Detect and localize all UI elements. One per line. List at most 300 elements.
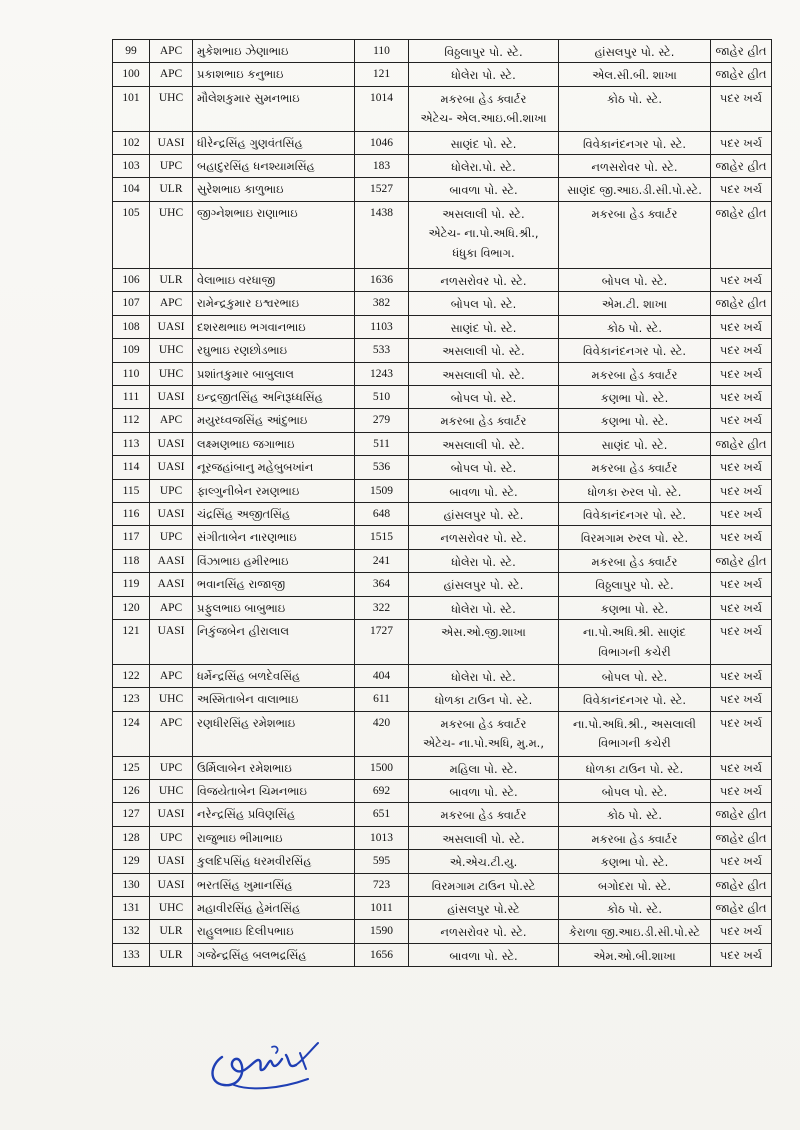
table-row <box>113 339 772 362</box>
to-station-cell <box>559 479 711 502</box>
from-station-cell <box>409 873 559 896</box>
to-station-line: વિવેકાનંદનગર પો. સ્ટે. <box>582 344 687 359</box>
table-row <box>113 688 772 711</box>
buckle-number-cell: 183 <box>355 155 409 178</box>
buckle-number-cell: 382 <box>355 292 409 315</box>
to-station-cell <box>559 63 711 86</box>
to-station-line: ના.પો.અધિ.શ્રી., અસલાલી <box>573 716 696 731</box>
from-station-line: હાંસલપુર પો. સ્ટે. <box>443 578 524 593</box>
to-station-cell <box>559 596 711 619</box>
from-station-line: બાવળા પો. સ્ટે. <box>449 784 518 799</box>
to-station-line: બોપલ પો. સ્ટે. <box>601 784 668 799</box>
transfer-type-cell: પદર ખર્ચ <box>711 269 772 292</box>
rank-cell: UASI <box>150 131 193 154</box>
from-station-cell <box>409 63 559 86</box>
buckle-number-cell: 511 <box>355 432 409 455</box>
from-station-cell <box>409 40 559 63</box>
serial-number-cell: 103 <box>113 155 150 178</box>
table-row <box>113 873 772 896</box>
transfer-type-cell: જાહેર હીત <box>711 432 772 455</box>
from-station-cell <box>409 315 559 338</box>
from-station-line: મકરબા હેડ ક્વાર્ટર <box>440 414 527 429</box>
rank-cell: UASI <box>150 456 193 479</box>
from-station-cell <box>409 688 559 711</box>
signature-icon <box>200 1035 330 1095</box>
buckle-number-cell: 723 <box>355 873 409 896</box>
table-row <box>113 40 772 63</box>
transfer-type-cell: પદર ખર્ચ <box>711 779 772 802</box>
rank-cell: ULR <box>150 269 193 292</box>
rank-cell: AASI <box>150 573 193 596</box>
to-station-cell <box>559 386 711 409</box>
transfer-type-cell: પદર ખર્ચ <box>711 386 772 409</box>
employee-name-cell: ફાલ્ગુનીબેન રમણભાઇ <box>193 479 355 502</box>
to-station-cell <box>559 943 711 966</box>
to-station-cell <box>559 779 711 802</box>
from-station-cell <box>409 155 559 178</box>
serial-number-cell: 127 <box>113 803 150 826</box>
transfer-type-cell: જાહેર હીત <box>711 155 772 178</box>
rank-cell: UHC <box>150 896 193 919</box>
table-row <box>113 409 772 432</box>
to-station-line: એમ.ઓ.બી.શાખા <box>593 948 676 963</box>
rank-cell: APC <box>150 63 193 86</box>
buckle-number-cell: 1509 <box>355 479 409 502</box>
serial-number-cell: 133 <box>113 943 150 966</box>
employee-name-cell: નરેન્દ્રસિંહ પ્રવિણસિંહ <box>193 803 355 826</box>
from-station-cell <box>409 339 559 362</box>
transfer-type-cell: પદર ખર્ચ <box>711 920 772 943</box>
from-station-cell <box>409 664 559 687</box>
from-station-line: બોપલ પો. સ્ટે. <box>450 297 517 312</box>
serial-number-cell: 114 <box>113 456 150 479</box>
rank-cell: APC <box>150 711 193 756</box>
from-station-line: ધોળકા ટાઉન પો. સ્ટે. <box>434 693 533 708</box>
from-station-line: બાવળા પો. સ્ટે. <box>449 183 518 198</box>
to-station-cell <box>559 178 711 201</box>
from-station-cell <box>409 526 559 549</box>
transfer-type-cell: પદર ખર્ચ <box>711 503 772 526</box>
from-station-line: બાવળા પો. સ્ટે. <box>449 948 518 963</box>
buckle-number-cell: 536 <box>355 456 409 479</box>
transfer-type-cell: જાહેર હીત <box>711 63 772 86</box>
table-row <box>113 920 772 943</box>
roster-body <box>113 40 772 967</box>
to-station-cell <box>559 315 711 338</box>
rank-cell: UASI <box>150 503 193 526</box>
rank-cell: UASI <box>150 386 193 409</box>
employee-name-cell: નિકુંજબેન હીરાલાલ <box>193 620 355 665</box>
transfer-type-cell: પદર ખર્ચ <box>711 943 772 966</box>
from-station-cell <box>409 386 559 409</box>
table-row <box>113 131 772 154</box>
rank-cell: UASI <box>150 432 193 455</box>
employee-name-cell: રણધીરસિંહ રમેશભાઇ <box>193 711 355 756</box>
serial-number-cell: 121 <box>113 620 150 665</box>
to-station-line: કણભા પો. સ્ટે. <box>600 391 669 406</box>
to-station-line: એમ.ટી. શાખા <box>601 297 668 312</box>
rank-cell: UASI <box>150 803 193 826</box>
employee-name-cell: ભરતસિંહ ખુમાનસિંહ <box>193 873 355 896</box>
buckle-number-cell: 241 <box>355 549 409 572</box>
buckle-number-cell: 1515 <box>355 526 409 549</box>
rank-cell: UASI <box>150 315 193 338</box>
employee-name-cell: જીગ્નેશભાઇ રાણાભાઇ <box>193 201 355 268</box>
buckle-number-cell: 404 <box>355 664 409 687</box>
from-station-cell <box>409 292 559 315</box>
to-station-line: વિવેકાનંદનગર પો. સ્ટે. <box>582 508 687 523</box>
to-station-line: કોઠ પો. સ્ટે. <box>606 91 663 106</box>
employee-name-cell: સુરેશભાઇ કાળુભાઇ <box>193 178 355 201</box>
employee-name-cell: ગજેન્દ્રસિંહ બલભદ્રસિંહ <box>193 943 355 966</box>
rank-cell: UPC <box>150 479 193 502</box>
buckle-number-cell: 611 <box>355 688 409 711</box>
from-station-cell <box>409 711 559 756</box>
to-station-line: સાણંદ પો. સ્ટે. <box>601 437 668 452</box>
to-station-cell <box>559 850 711 873</box>
rank-cell: UPC <box>150 155 193 178</box>
rank-cell: ULR <box>150 920 193 943</box>
from-station-line: અસલાલી પો. સ્ટે. <box>442 367 525 382</box>
transfer-type-cell: પદર ખર્ચ <box>711 362 772 385</box>
from-station-cell <box>409 779 559 802</box>
from-station-line: સાણંદ પો. સ્ટે. <box>450 320 517 335</box>
from-station-cell <box>409 409 559 432</box>
to-station-line: વિરમગામ રુરલ પો. સ્ટે. <box>580 531 689 546</box>
transfer-type-cell: પદર ખર્ચ <box>711 526 772 549</box>
serial-number-cell: 129 <box>113 850 150 873</box>
to-station-cell <box>559 503 711 526</box>
employee-name-cell: અસ્મિતાબેન વાલાભાઇ <box>193 688 355 711</box>
to-station-line: મકરબા હેડ ક્વાર્ટર <box>591 831 678 846</box>
employee-name-cell: ધર્મેન્દ્રસિંહ બળદેવસિંહ <box>193 664 355 687</box>
to-station-cell <box>559 86 711 131</box>
rank-cell: UHC <box>150 779 193 802</box>
employee-name-cell: મયુરધ્વજસિંહ આંદુભાઇ <box>193 409 355 432</box>
from-station-line: નળસરોવર પો. સ્ટે. <box>440 531 527 546</box>
transfer-type-cell: પદર ખર્ચ <box>711 688 772 711</box>
from-station-line: અસલાલી પો. સ્ટે. <box>442 344 525 359</box>
transfer-type-cell: પદર ખર્ચ <box>711 711 772 756</box>
buckle-number-cell: 1438 <box>355 201 409 268</box>
to-station-line: એલ.સી.બી. શાખા <box>592 68 677 83</box>
from-station-line: એટેચ- ના.પો.અધિ, મુ.મ., <box>422 736 544 751</box>
from-station-cell <box>409 573 559 596</box>
to-station-line: વિભાગની કચેરી <box>598 736 671 751</box>
transfer-type-cell: જાહેર હીત <box>711 292 772 315</box>
from-station-cell <box>409 756 559 779</box>
buckle-number-cell: 121 <box>355 63 409 86</box>
table-row <box>113 503 772 526</box>
from-station-cell <box>409 896 559 919</box>
to-station-line: વિભાગની કચેરી <box>598 644 671 659</box>
from-station-line: નળસરોવર પો. સ્ટે. <box>440 274 527 289</box>
rank-cell: APC <box>150 596 193 619</box>
serial-number-cell: 111 <box>113 386 150 409</box>
table-row <box>113 664 772 687</box>
to-station-line: બોપલ પો. સ્ટે. <box>601 669 668 684</box>
to-station-line: ના.પો.અધિ.શ્રી. સાણંદ <box>583 625 686 640</box>
serial-number-cell: 128 <box>113 826 150 849</box>
serial-number-cell: 113 <box>113 432 150 455</box>
buckle-number-cell: 1636 <box>355 269 409 292</box>
from-station-line: મકરબા હેડ ક્વાર્ટર <box>440 716 527 731</box>
to-station-line: કોઠ પો. સ્ટે. <box>606 901 663 916</box>
from-station-line: ધોલેરા પો. સ્ટે. <box>451 601 516 616</box>
transfer-type-cell: પદર ખર્ચ <box>711 409 772 432</box>
from-station-line: સાણંદ પો. સ્ટે. <box>450 136 517 151</box>
table-row <box>113 896 772 919</box>
from-station-cell <box>409 803 559 826</box>
to-station-cell <box>559 131 711 154</box>
employee-name-cell: લક્ષ્મણભાઇ જગાભાઇ <box>193 432 355 455</box>
table-row <box>113 779 772 802</box>
serial-number-cell: 108 <box>113 315 150 338</box>
to-station-line: મકરબા હેડ ક્વાર્ટર <box>591 206 678 221</box>
to-station-line: મકરબા હેડ ક્વાર્ટર <box>591 367 678 382</box>
to-station-line: બગોદરા પો. સ્ટે. <box>597 878 672 893</box>
buckle-number-cell: 322 <box>355 596 409 619</box>
buckle-number-cell: 595 <box>355 850 409 873</box>
transfer-type-cell: જાહેર હીત <box>711 201 772 268</box>
serial-number-cell: 116 <box>113 503 150 526</box>
to-station-cell <box>559 40 711 63</box>
transfer-type-cell: પદર ખર્ચ <box>711 479 772 502</box>
from-station-line: હાંસલપુર પો.સ્ટે <box>447 901 520 916</box>
to-station-line: કણભા પો. સ્ટે. <box>600 601 669 616</box>
from-station-cell <box>409 432 559 455</box>
to-station-cell <box>559 664 711 687</box>
table-row <box>113 201 772 268</box>
employee-name-cell: ઇન્દ્રજીતસિંહ અનિરૂધ્ધસિંહ <box>193 386 355 409</box>
from-station-line: ધોલેરા.પો. સ્ટે. <box>451 160 516 175</box>
to-station-cell <box>559 549 711 572</box>
serial-number-cell: 101 <box>113 86 150 131</box>
from-station-line: અસલાલી પો. સ્ટે. <box>442 206 525 221</box>
serial-number-cell: 117 <box>113 526 150 549</box>
transfer-type-cell: પદર ખર્ચ <box>711 315 772 338</box>
from-station-line: મકરબા હેડ ક્વાર્ટર <box>440 808 527 823</box>
from-station-line: બોપલ પો. સ્ટે. <box>450 461 517 476</box>
employee-name-cell: વિંઝાભાઇ હમીરભાઇ <box>193 549 355 572</box>
table-row <box>113 573 772 596</box>
serial-number-cell: 132 <box>113 920 150 943</box>
serial-number-cell: 112 <box>113 409 150 432</box>
from-station-line: અસલાલી પો. સ્ટે. <box>442 437 525 452</box>
to-station-line: નળસરોવર પો. સ્ટે. <box>591 160 678 175</box>
transfer-type-cell: પદર ખર્ચ <box>711 850 772 873</box>
buckle-number-cell: 1590 <box>355 920 409 943</box>
rank-cell: ULR <box>150 943 193 966</box>
transfer-type-cell: જાહેર હીત <box>711 873 772 896</box>
from-station-cell <box>409 596 559 619</box>
transfer-type-cell: પદર ખર્ચ <box>711 573 772 596</box>
table-row <box>113 803 772 826</box>
table-row <box>113 850 772 873</box>
serial-number-cell: 124 <box>113 711 150 756</box>
from-station-line: ધોલેરા પો. સ્ટે. <box>451 68 516 83</box>
from-station-cell <box>409 479 559 502</box>
rank-cell: UASI <box>150 850 193 873</box>
serial-number-cell: 102 <box>113 131 150 154</box>
buckle-number-cell: 533 <box>355 339 409 362</box>
to-station-cell <box>559 803 711 826</box>
from-station-line: વિરમગામ ટાઉન પો.સ્ટે <box>431 878 536 893</box>
employee-name-cell: ભવાનસિંહ રાજાજી <box>193 573 355 596</box>
serial-number-cell: 119 <box>113 573 150 596</box>
employee-name-cell: મહાવીરસિંહ હેમંતસિંહ <box>193 896 355 919</box>
from-station-line: નળસરોવર પો. સ્ટે. <box>440 925 527 940</box>
table-row <box>113 269 772 292</box>
from-station-cell <box>409 178 559 201</box>
transfer-type-cell: પદર ખર્ચ <box>711 178 772 201</box>
table-row <box>113 826 772 849</box>
rank-cell: UASI <box>150 873 193 896</box>
to-station-line: કણભા પો. સ્ટે. <box>600 414 669 429</box>
rank-cell: UHC <box>150 86 193 131</box>
employee-name-cell: દશરથભાઇ ભગવાનભાઇ <box>193 315 355 338</box>
from-station-line: અસલાલી પો. સ્ટે. <box>442 831 525 846</box>
to-station-cell <box>559 756 711 779</box>
rank-cell: UPC <box>150 756 193 779</box>
buckle-number-cell: 1527 <box>355 178 409 201</box>
buckle-number-cell: 110 <box>355 40 409 63</box>
from-station-cell <box>409 850 559 873</box>
from-station-line: વિઠ્ઠલાપુર પો. સ્ટે. <box>444 45 523 59</box>
serial-number-cell: 131 <box>113 896 150 919</box>
employee-name-cell: ઉર્મિલાબેન રમેશભાઇ <box>193 756 355 779</box>
from-station-cell <box>409 131 559 154</box>
transfer-type-cell: જાહેર હીત <box>711 826 772 849</box>
employee-name-cell: ધીરેન્દ્રસિંહ ગુણવંતસિંહ <box>193 131 355 154</box>
from-station-line: બોપલ પો. સ્ટે. <box>450 391 517 406</box>
from-station-line: બાવળા પો. સ્ટે. <box>449 484 518 499</box>
employee-name-cell: પ્રફુલભાઇ બાબુભાઇ <box>193 596 355 619</box>
from-station-line: ધોલેરા પો. સ્ટે. <box>451 669 516 684</box>
to-station-line: ધોળકા રુરલ પો. સ્ટે. <box>587 484 682 499</box>
serial-number-cell: 120 <box>113 596 150 619</box>
from-station-line: ધંધુકા વિભાગ. <box>452 245 515 260</box>
serial-number-cell: 105 <box>113 201 150 268</box>
table-row <box>113 526 772 549</box>
from-station-line: એટેચ- ના.પો.અધિ.શ્રી., <box>428 226 539 241</box>
from-station-cell <box>409 826 559 849</box>
from-station-line: એ.એચ.ટી.યુ. <box>449 855 518 870</box>
to-station-line: હાંસલપુર પો. સ્ટે. <box>594 45 675 59</box>
table-row <box>113 756 772 779</box>
table-row <box>113 456 772 479</box>
buckle-number-cell: 692 <box>355 779 409 802</box>
table-row <box>113 596 772 619</box>
to-station-line: વિવેકાનંદનગર પો. સ્ટે. <box>582 693 687 708</box>
from-station-cell <box>409 269 559 292</box>
table-row <box>113 362 772 385</box>
from-station-line: ધોલેરા પો. સ્ટે. <box>451 554 516 569</box>
transfer-type-cell: પદર ખર્ચ <box>711 339 772 362</box>
transfer-roster-table <box>112 39 772 967</box>
serial-number-cell: 99 <box>113 40 150 63</box>
to-station-cell <box>559 920 711 943</box>
from-station-line: એટેચ- એલ.આઇ.બી.શાખા <box>420 111 547 126</box>
employee-name-cell: બહાદુરસિંહ ધનશ્યામસિંહ <box>193 155 355 178</box>
buckle-number-cell: 1500 <box>355 756 409 779</box>
serial-number-cell: 100 <box>113 63 150 86</box>
to-station-cell <box>559 362 711 385</box>
rank-cell: APC <box>150 664 193 687</box>
to-station-cell <box>559 155 711 178</box>
to-station-cell <box>559 620 711 665</box>
buckle-number-cell: 1103 <box>355 315 409 338</box>
transfer-type-cell: પદર ખર્ચ <box>711 131 772 154</box>
from-station-cell <box>409 86 559 131</box>
transfer-type-cell: જાહેર હીત <box>711 549 772 572</box>
rank-cell: ULR <box>150 178 193 201</box>
to-station-line: મકરબા હેડ ક્વાર્ટર <box>591 554 678 569</box>
from-station-cell <box>409 943 559 966</box>
from-station-line: મહિલા પો. સ્ટે. <box>449 761 518 776</box>
to-station-cell <box>559 456 711 479</box>
to-station-line: વિવેકાનંદનગર પો. સ્ટે. <box>582 136 687 151</box>
to-station-cell <box>559 432 711 455</box>
table-row <box>113 292 772 315</box>
table-row <box>113 711 772 756</box>
from-station-cell <box>409 456 559 479</box>
rank-cell: UPC <box>150 826 193 849</box>
to-station-cell <box>559 339 711 362</box>
to-station-line: કણભા પો. સ્ટે. <box>600 855 669 870</box>
to-station-line: સાણંદ જી.આઇ.ડી.સી.પો.સ્ટે. <box>567 183 702 198</box>
table-row <box>113 178 772 201</box>
employee-name-cell: રાહુલભાઇ દિલીપભાઇ <box>193 920 355 943</box>
from-station-cell <box>409 201 559 268</box>
table-row <box>113 315 772 338</box>
employee-name-cell: મુકેશભાઇ ઝેણાભાઇ <box>193 40 355 63</box>
to-station-cell <box>559 409 711 432</box>
buckle-number-cell: 1014 <box>355 86 409 131</box>
serial-number-cell: 118 <box>113 549 150 572</box>
transfer-type-cell: પદર ખર્ચ <box>711 86 772 131</box>
employee-name-cell: ચંદ્રસિંહ અજીતસિંહ <box>193 503 355 526</box>
buckle-number-cell: 648 <box>355 503 409 526</box>
table-row <box>113 432 772 455</box>
table-row <box>113 620 772 665</box>
employee-name-cell: રામેન્દ્રકુમાર ઇશ્વરભાઇ <box>193 292 355 315</box>
employee-name-cell: કુલદિપસિંહ ધરમવીરસિંહ <box>193 850 355 873</box>
from-station-cell <box>409 620 559 665</box>
serial-number-cell: 130 <box>113 873 150 896</box>
buckle-number-cell: 279 <box>355 409 409 432</box>
rank-cell: AASI <box>150 549 193 572</box>
buckle-number-cell: 1011 <box>355 896 409 919</box>
from-station-cell <box>409 920 559 943</box>
buckle-number-cell: 1046 <box>355 131 409 154</box>
transfer-type-cell: પદર ખર્ચ <box>711 620 772 665</box>
to-station-line: કેરાળા જી.આઇ.ડી.સી.પો.સ્ટે <box>568 925 701 940</box>
buckle-number-cell: 651 <box>355 803 409 826</box>
serial-number-cell: 110 <box>113 362 150 385</box>
to-station-cell <box>559 826 711 849</box>
rank-cell: UHC <box>150 688 193 711</box>
to-station-line: વિઠ્ઠલાપુર પો. સ્ટે. <box>595 578 674 593</box>
serial-number-cell: 123 <box>113 688 150 711</box>
table-row <box>113 386 772 409</box>
table-row <box>113 479 772 502</box>
buckle-number-cell: 1727 <box>355 620 409 665</box>
serial-number-cell: 107 <box>113 292 150 315</box>
employee-name-cell: વેલાભાઇ વરધાજી <box>193 269 355 292</box>
transfer-type-cell: જાહેર હીત <box>711 896 772 919</box>
transfer-type-cell: પદર ખર્ચ <box>711 456 772 479</box>
